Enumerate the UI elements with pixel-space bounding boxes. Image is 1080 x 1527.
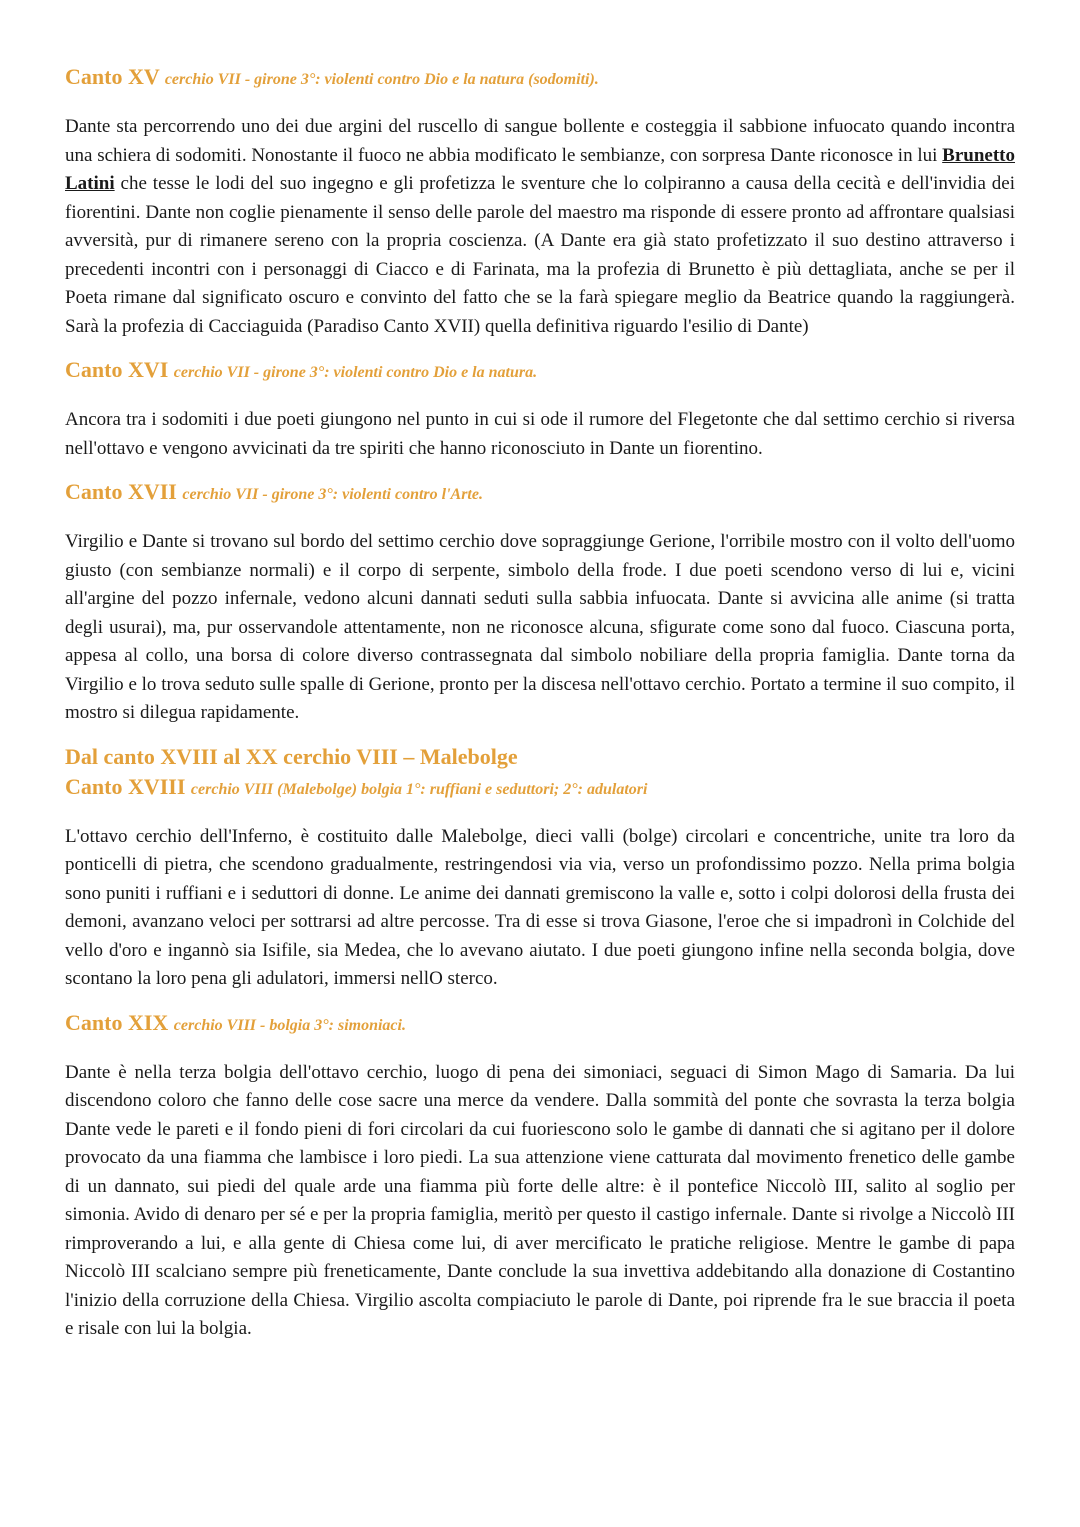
canto-xviii-heading <box>65 772 1015 805</box>
canto-xvii-title: Canto XVII <box>65 479 177 504</box>
malebolge-group-heading: Dal canto XVIII al XX cerchio VIII – Malebolge <box>65 743 518 769</box>
brunetto-latini-link[interactable]: Brunetto Latini <box>65 144 1015 194</box>
canto-xvi-subtitle: cerchio VII - girone 3°: violenti contro Dio e la natura. <box>173 364 538 381</box>
canto-xvi-text: Ancora tra i sodomiti i due poeti giungono nel punto in cui si ode il rumore del Flegetonte che dal settimo cerchio si riversa nell'ottavo e vengono avvicinati da tre spiriti che hanno riconosciuto in Dante un fiorentino. <box>65 409 1015 459</box>
canto-xvii-subtitle: cerchio VII - girone 3°: violenti contro l'Arte. <box>182 486 483 503</box>
canto-xv-heading <box>65 62 1015 95</box>
canto-xviii-text: L'ottavo cerchio dell'Inferno, è costituito dalle Malebolge, dieci valli (bolge) circolari e concentriche, unite tra loro da ponticelli di pietra, che scendono gradualmente, restringendosi via via, verso un profondissimo pozzo. Nella prima bolgia sono puniti i ruffiani e i seduttori di donne. Le anime dei dannati gremiscono la valle e, sotto i colpi dolorosi della frusta dei demoni, avanzano veloci per sottrarsi ad altre percosse. Tra di esse si trova Giasone, l'eroe che si impadronì in Colchide del vello d'oro e ingannò sia Isifile, sia Medea, che lo avevano aiutato. I due poeti giungono infine nella seconda bolgia, dove scontano la loro pena gli adulatori, immersi nellO sterco. <box>65 825 1015 989</box>
canto-xv-text-after: che tesse le lodi del suo ingegno e gli profetizza le sventure che lo colpiranno a causa della cecità e dell'invidia dei fiorentini. Dante non coglie pienamente il senso delle parole del maestro ma risponde di essere pronto ad affrontare qualsiasi avversità, pur di rimanere sereno con la propria coscienza. (A Dante era già stato profetizzato il suo destino attraverso i precedenti incontri con i personaggi di Ciacco e di Farinata, ma la profezia di Brunetto è più dettagliata, anche se per il Poeta rimane dal significato oscuro e convinto del fatto che se la farà spiegare meglio da Beatrice quando la raggiungerà. Sarà la profezia di Cacciaguida (Paradiso Canto XVII) quella definitiva riguardo l'esilio di Dante) <box>65 173 1015 337</box>
document-page <box>65 62 1015 1344</box>
canto-xviii-subtitle: cerchio VIII (Malebolge) bolgia 1°: ruffiani e seduttori; 2°: adulatori <box>190 780 648 798</box>
canto-xix-title: Canto XIX <box>65 1009 169 1035</box>
canto-xv-text-before: Dante sta percorrendo uno dei due argini del ruscello di sangue bollente e costeggia il sabbione infuocato quando incontra una schiera di sodomiti. Nonostante il fuoco ne abbia modificato le sembianze, con sorpresa Dante riconosce in lui <box>65 116 1015 166</box>
canto-xv-text <box>65 113 1015 341</box>
canto-xix-subtitle: cerchio VIII - bolgia 3°: simoniaci. <box>173 1016 406 1034</box>
canto-xv-title: Canto XV <box>65 64 160 89</box>
canto-xvii-text: Virgilio e Dante si trovano sul bordo del settimo cerchio dove sopraggiunge Gerione, l'orribile mostro con il volto dell'uomo giusto (con sembianze normali) e il corpo di serpente, simbolo della frode. I due poeti scendono verso di lui e, vicini all'argine del pozzo infernale, vedono alcuni dannati seduti sulla sabbia infuocata. Dante si avvicina alle anime (si tratta degli usurai), ma, pur osservandole attentamente, non ne riconosce alcuna, sfigurate come sono dal fuoco. Ciascuna porta, appesa al collo, una borsa di colore diverso contrassegnata dal simbolo nobiliare della propria famiglia. Dante torna da Virgilio e lo trova seduto sulle spalle di Gerione, pronto per la discesa nell'ottavo cerchio. Portato a termine il suo compito, il mostro si dilegua rapidamente. <box>65 531 1015 723</box>
canto-xix-heading <box>65 1008 1015 1041</box>
canto-xvi-heading <box>65 355 1015 388</box>
canto-xv-subtitle: cerchio VII - girone 3°: violenti contro Dio e la natura (sodomiti). <box>164 71 599 88</box>
canto-xvii-heading <box>65 477 1015 510</box>
canto-xvi-title: Canto XVI <box>65 357 169 382</box>
canto-xviii-title: Canto XVIII <box>65 773 186 799</box>
canto-xix-text: Dante è nella terza bolgia dell'ottavo cerchio, luogo di pena dei simoniaci, seguaci di Simon Mago di Samaria. Da lui discendono coloro che fanno delle cose sacre una merce da vendere. Dalla sommità del ponte che sovrasta la terza bolgia Dante vede le pareti e il fondo pieni di fori circolari da cui fuoriescono solo le gambe di dannati che si agitano per il dolore provocato da una fiamma che lambisce i loro piedi. La sua attenzione viene catturata dal movimento frenetico delle gambe di un dannato, sui piedi del quale arde una fiamma più forte delle altre: è il pontefice Niccolò III, salito al soglio per simonia. Avido di denaro per sé e per la propria famiglia, meritò per questo il castigo infernale. Dante si rivolge a Niccolò III rimproverando a lui, e alla gente di Chiesa come lui, di aver mercificato le pratiche religiose. Mentre le gambe di papa Niccolò III scalciano sempre più freneticamente, Dante conclude la sua invettiva addebitando alla donazione di Costantino l'inizio della corruzione della Chiesa. Virgilio ascolta compiaciuto le parole di Dante, poi riprende fra le sue braccia il poeta e risale con lui la bolgia. <box>65 1061 1015 1339</box>
